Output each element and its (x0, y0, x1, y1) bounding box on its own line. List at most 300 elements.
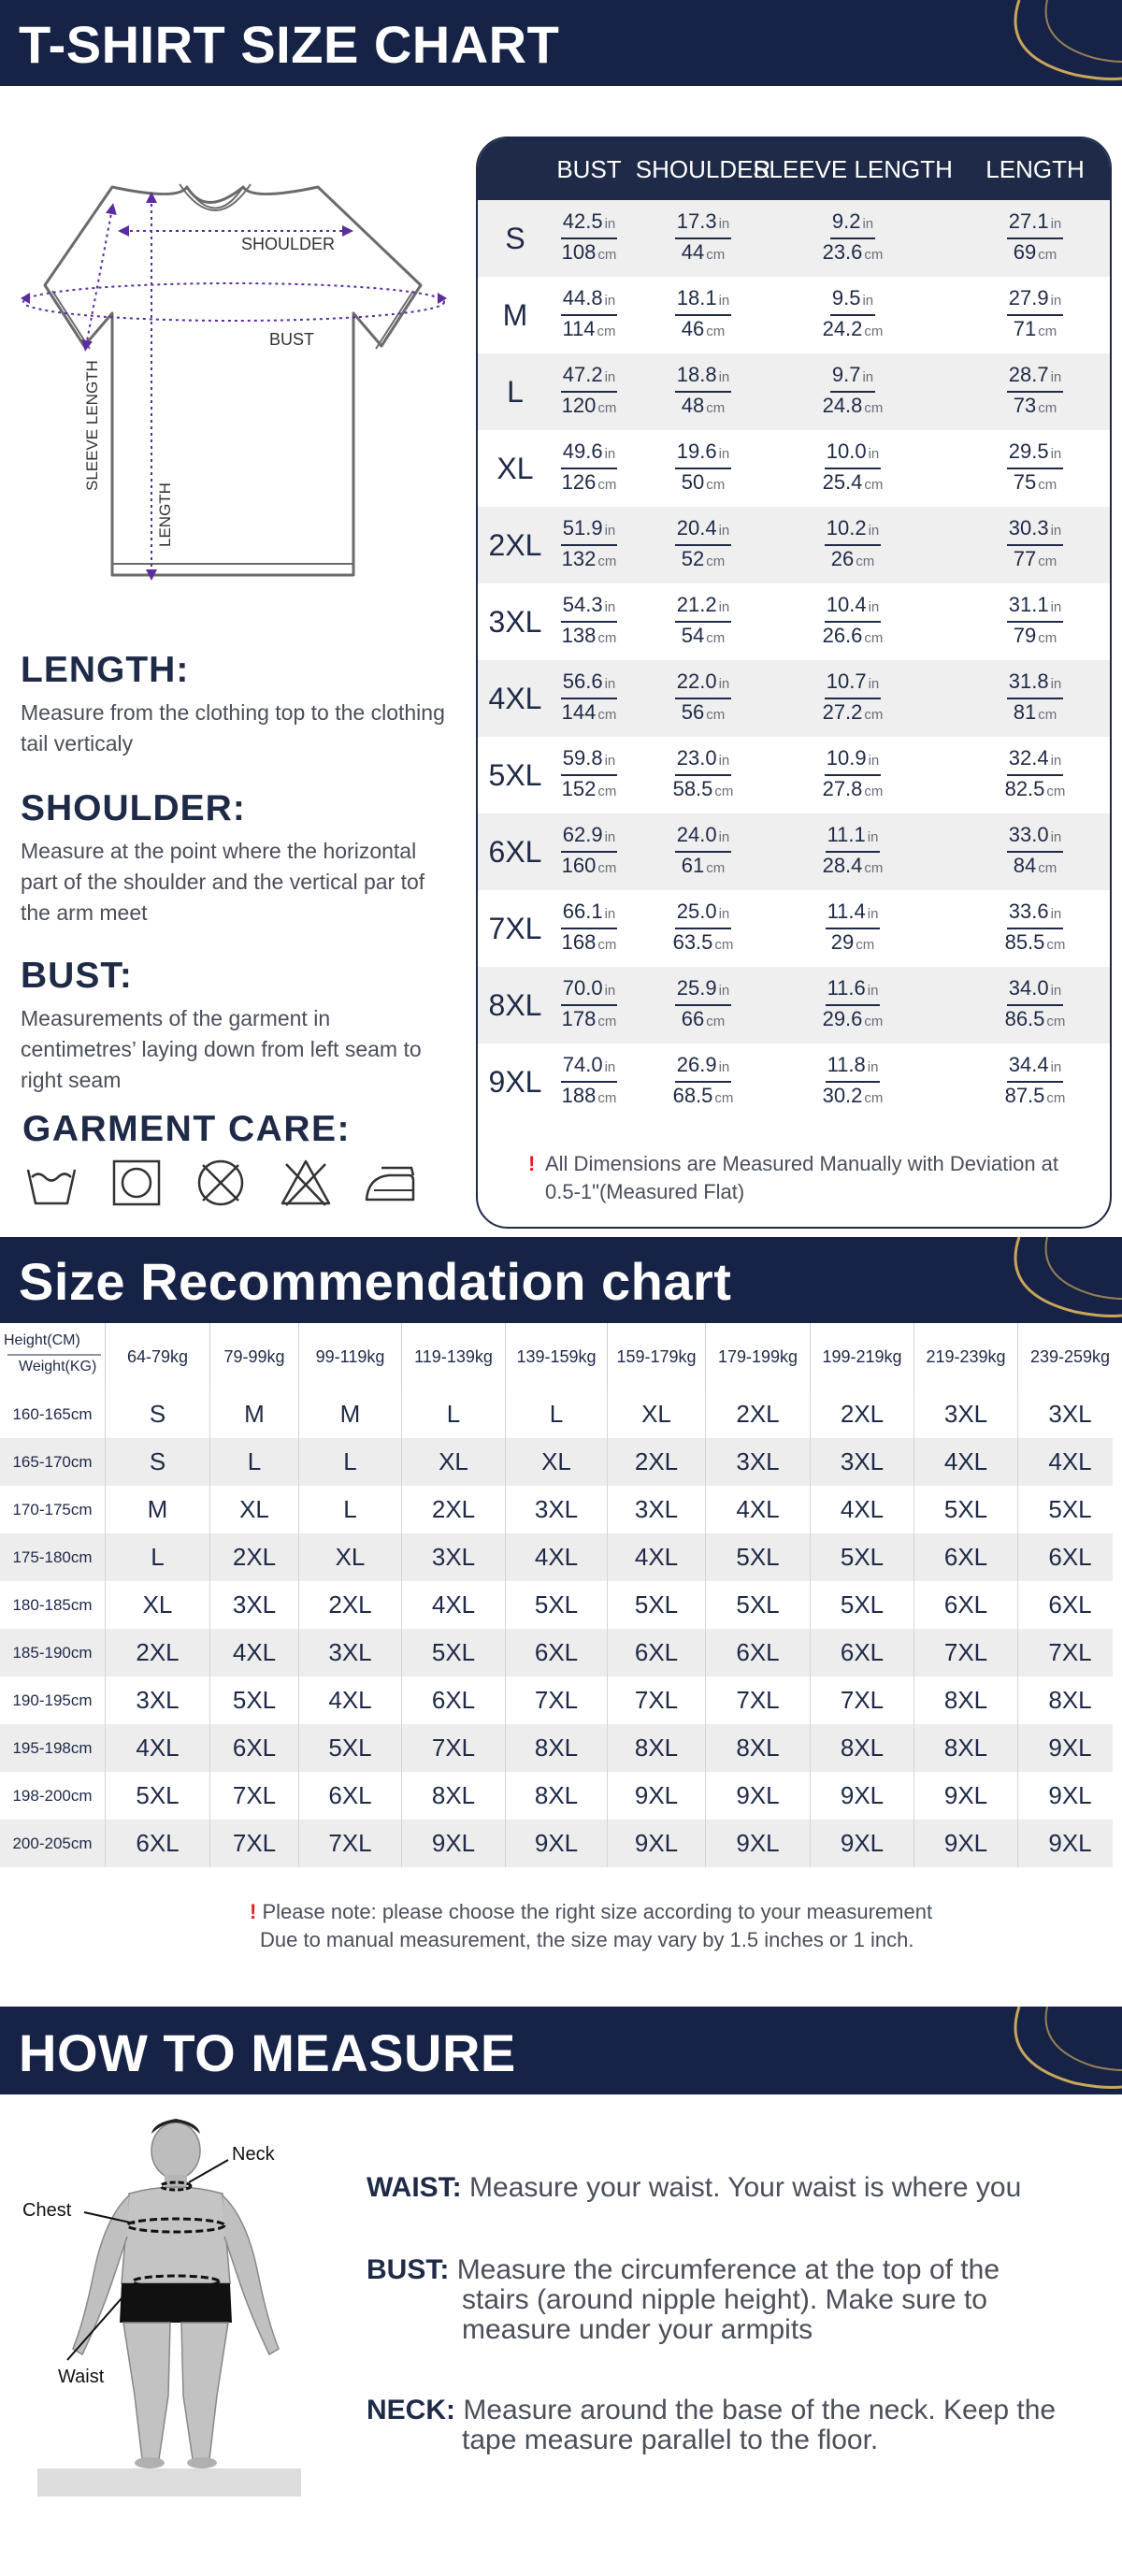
recommended-size-cell: 4XL (401, 1581, 505, 1629)
recommended-size-cell: 7XL (209, 1772, 298, 1820)
iron-icon (363, 1157, 417, 1209)
unit-cm: cm (706, 247, 726, 263)
recommended-size-cell: M (209, 1390, 298, 1438)
unit-cm: cm (864, 784, 884, 799)
length-inches: 27.1 (1008, 209, 1049, 233)
neck-instruction-text: Measure around the base of the neck. Keep the (463, 2395, 1057, 2425)
height-cell: 175-180cm (12, 1548, 93, 1566)
bust-cm: 178 (561, 1007, 597, 1030)
length-cell (979, 669, 1091, 727)
recommendation-row (0, 1772, 1113, 1820)
unit-cm: cm (597, 937, 617, 953)
size-row (478, 430, 1112, 507)
shoulder-text: Measure at the point where the horizontal part of the shoulder and the vertical par tof the arm meet (21, 839, 425, 925)
recommended-size-cell: 4XL (607, 1533, 705, 1581)
unit-in: in (1050, 523, 1062, 539)
weight-header: 219-239kg (913, 1323, 1017, 1390)
banner-title: HOW TO MEASURE (19, 2023, 516, 2082)
shoulder-inches: 20.4 (676, 516, 717, 540)
body-measure-figure (19, 2115, 327, 2508)
size-row (478, 583, 1112, 660)
unit-cm: cm (706, 630, 726, 646)
recommended-size-cell: 5XL (401, 1629, 505, 1677)
shoulder-cell (647, 976, 759, 1034)
unit-cm: cm (864, 1090, 884, 1106)
recommended-size-cell: L (298, 1486, 401, 1533)
unit-cm: cm (1038, 247, 1057, 263)
size-row (478, 890, 1112, 967)
unit-in: in (604, 446, 616, 462)
recommended-size-cell: L (298, 1438, 401, 1486)
bust-cell (533, 746, 645, 804)
bust-label: BUST (269, 330, 315, 349)
unit-cm: cm (856, 554, 875, 569)
recommended-size-cell: 8XL (913, 1724, 1017, 1772)
unit-cm: cm (864, 860, 884, 876)
bust-inches: 54.3 (562, 593, 603, 616)
length-cell (979, 823, 1091, 881)
recommended-size-cell: XL (105, 1581, 209, 1629)
banner-title: T-SHIRT SIZE CHART (19, 15, 560, 74)
sleeve-cm: 26 (830, 547, 855, 570)
recommended-size-cell: 7XL (1017, 1629, 1122, 1677)
size-row (478, 1043, 1112, 1120)
recommended-size-cell: 4XL (105, 1724, 209, 1772)
recommendation-row (0, 1533, 1113, 1581)
gold-swirl-icon (982, 2007, 1122, 2094)
sleeve-cm: 24.2 (822, 317, 863, 340)
unit-cm: cm (597, 784, 617, 799)
recommended-size-cell: 9XL (1017, 1820, 1122, 1867)
unit-in: in (718, 369, 730, 385)
bust-heading: BUST: (21, 956, 133, 996)
recommended-size-cell: 4XL (298, 1677, 401, 1724)
unit-cm: cm (864, 630, 884, 646)
shoulder-cell (647, 286, 759, 344)
size-label: 9XL (488, 1065, 542, 1099)
length-inches: 34.4 (1008, 1053, 1049, 1076)
recommended-size-cell: 6XL (105, 1820, 209, 1867)
recommended-size-cell: XL (209, 1486, 298, 1533)
unit-cm: cm (1038, 400, 1057, 416)
unit-in: in (1050, 676, 1062, 692)
unit-cm: cm (1038, 860, 1057, 876)
unit-in: in (604, 599, 616, 615)
unit-cm: cm (706, 554, 726, 569)
unit-cm: cm (597, 1090, 617, 1106)
unit-in: in (718, 523, 730, 539)
recommended-size-cell: 4XL (1017, 1438, 1122, 1486)
weight-header: 79-99kg (209, 1323, 298, 1390)
length-cm: 81 (1013, 700, 1037, 724)
recommended-size-cell: 5XL (913, 1486, 1017, 1533)
unit-cm: cm (706, 324, 726, 339)
recommended-size-cell: 5XL (607, 1581, 705, 1629)
recommended-size-cell: 3XL (810, 1438, 913, 1486)
sleeve-inches: 11.6 (827, 976, 866, 1000)
size-row (478, 737, 1112, 813)
recommended-size-cell: 2XL (810, 1390, 913, 1438)
length-cell (979, 286, 1091, 344)
recommended-size-cell: 8XL (810, 1724, 913, 1772)
bust-inches: 66.1 (562, 899, 603, 923)
do-not-bleach-icon (279, 1157, 333, 1209)
sleeve-cell (797, 1053, 909, 1111)
unit-in: in (718, 1059, 730, 1075)
unit-in: in (868, 523, 880, 539)
recommended-size-cell: 9XL (705, 1772, 810, 1820)
size-chart-note-text: All Dimensions are Measured Manually with Deviation at 0.5-1"(Measured Flat) (545, 1152, 1059, 1203)
recommended-size-cell: 5XL (298, 1724, 401, 1772)
length-inches: 33.6 (1008, 899, 1049, 923)
length-cell (979, 899, 1091, 957)
shoulder-cm: 46 (681, 317, 705, 340)
shoulder-cell (647, 363, 759, 421)
recommended-size-cell: 8XL (1017, 1677, 1122, 1724)
recommended-size-cell: XL (298, 1533, 401, 1581)
sleeve-cell (797, 746, 909, 804)
recommended-size-cell: 4XL (705, 1486, 810, 1533)
shoulder-definition (21, 790, 446, 928)
bust-cm: 138 (561, 624, 597, 647)
unit-cm: cm (706, 477, 726, 493)
recommended-size-cell: M (298, 1390, 401, 1438)
shoulder-cm: 66 (681, 1007, 705, 1030)
size-label: 5XL (488, 758, 542, 792)
size-label: S (505, 222, 525, 255)
unit-cm: cm (864, 1014, 884, 1029)
recommended-size-cell: 7XL (607, 1677, 705, 1724)
recommended-size-cell: 3XL (607, 1486, 705, 1533)
recommended-size-cell: 6XL (401, 1677, 505, 1724)
unit-cm: cm (1038, 630, 1057, 646)
bust-cell (533, 1053, 645, 1111)
length-text: Measure from the clothing top to the clothing tail verticaly (21, 700, 445, 756)
shoulder-cm: 52 (681, 547, 705, 570)
unit-cm: cm (597, 1014, 617, 1029)
bust-inches: 74.0 (562, 1053, 603, 1076)
weight-header: 139-159kg (505, 1323, 607, 1390)
recommended-size-cell: 3XL (209, 1581, 298, 1629)
weight-header: 119-139kg (401, 1323, 505, 1390)
unit-in: in (868, 446, 880, 462)
recommended-size-cell: 2XL (401, 1486, 505, 1533)
bust-inches: 44.8 (562, 286, 603, 309)
neck-instruction-cont1: tape measure parallel to the floor. (462, 2425, 879, 2455)
sleeve-cell (797, 899, 909, 957)
shoulder-cell (647, 209, 759, 267)
unit-in: in (604, 216, 616, 232)
bust-cm: 168 (561, 930, 597, 954)
recommendation-row (0, 1390, 1113, 1438)
unit-in: in (718, 293, 730, 309)
unit-in: in (604, 829, 616, 845)
banner-title: Size Recommendation chart (19, 1252, 732, 1311)
recommended-size-cell: 6XL (298, 1772, 401, 1820)
unit-in: in (1050, 599, 1062, 615)
unit-cm: cm (1046, 784, 1066, 799)
recommendation-note-line2: Due to manual measurement, the size may vary by 1.5 inches or 1 inch. (260, 1928, 914, 1951)
wash-tub-icon (24, 1157, 79, 1209)
bust-cm: 144 (561, 700, 597, 724)
sleeve-cell (797, 209, 909, 267)
shoulder-cell (647, 746, 759, 804)
unit-cm: cm (864, 324, 884, 339)
bust-cm: 120 (561, 394, 597, 417)
recommended-size-cell: 6XL (505, 1629, 607, 1677)
bust-cm: 188 (561, 1084, 597, 1107)
unit-in: in (867, 983, 879, 999)
shoulder-inches: 18.1 (676, 286, 717, 309)
bust-cm: 114 (562, 317, 596, 340)
recommended-size-cell: 4XL (209, 1629, 298, 1677)
sleeve-inches: 11.8 (827, 1053, 866, 1076)
unit-cm: cm (597, 477, 617, 493)
height-cell: 170-175cm (12, 1501, 93, 1518)
how-to-measure-banner (0, 2007, 1122, 2094)
sleeve-inches: 10.4 (826, 593, 867, 616)
recommended-size-cell: 6XL (1017, 1581, 1122, 1629)
recommended-size-cell: 9XL (810, 1820, 913, 1867)
recommended-size-cell: 9XL (505, 1820, 607, 1867)
height-weight-corner (0, 1323, 105, 1390)
recommendation-row (0, 1486, 1113, 1533)
height-cell: 185-190cm (12, 1644, 93, 1662)
bust-cell (533, 823, 645, 881)
length-cm: 87.5 (1004, 1084, 1045, 1107)
bust-definition (21, 957, 446, 1096)
recommended-size-cell: L (209, 1438, 298, 1486)
bust-cell (533, 593, 645, 651)
sleeve-inches: 10.0 (826, 439, 867, 463)
length-cm: 82.5 (1004, 777, 1045, 800)
bust-cm: 108 (561, 240, 597, 264)
bust-instruction-cont1: stairs (around nipple height). Make sure to (462, 2284, 987, 2315)
chest-label: Chest (22, 2200, 72, 2221)
sleeve-cm: 30.2 (822, 1084, 863, 1107)
length-cm: 71 (1013, 317, 1037, 340)
recommended-size-cell: 3XL (401, 1533, 505, 1581)
unit-in: in (1050, 906, 1062, 922)
unit-cm: cm (714, 1090, 734, 1106)
shoulder-inches: 21.2 (676, 593, 717, 616)
unit-in: in (1050, 829, 1062, 845)
size-label: 3XL (488, 605, 542, 639)
recommended-size-cell: 6XL (705, 1629, 810, 1677)
recommended-size-cell: 5XL (810, 1581, 913, 1629)
size-label: 4XL (488, 682, 542, 715)
length-inches: 31.8 (1008, 669, 1049, 693)
warning-icon: ! (250, 1900, 263, 1923)
recommended-size-cell: 3XL (105, 1677, 209, 1724)
bust-inches: 51.9 (562, 516, 603, 540)
sleeve-cm: 29 (830, 930, 855, 954)
recommended-size-cell: 9XL (1017, 1724, 1122, 1772)
recommended-size-cell: 5XL (209, 1677, 298, 1724)
unit-in: in (718, 753, 730, 769)
length-cell (979, 439, 1091, 497)
unit-in: in (604, 523, 616, 539)
shoulder-heading: SHOULDER: (21, 788, 246, 828)
shoulder-inches: 18.8 (676, 363, 717, 386)
weight-header: 179-199kg (705, 1323, 810, 1390)
recommended-size-cell: XL (401, 1438, 505, 1486)
unit-in: in (718, 446, 730, 462)
unit-in: in (1050, 753, 1062, 769)
recommended-size-cell: L (505, 1390, 607, 1438)
shoulder-cm: 50 (681, 470, 705, 494)
size-label: 6XL (488, 835, 542, 869)
recommended-size-cell: 9XL (913, 1772, 1017, 1820)
bust-text: Measurements of the garment in centimetres’ laying down from left seam to right seam (21, 1006, 422, 1092)
shoulder-inches: 25.0 (676, 899, 717, 923)
unit-cm: cm (1038, 324, 1057, 339)
recommendation-row (0, 1581, 1113, 1629)
length-cell (979, 593, 1091, 651)
unit-cm: cm (706, 707, 726, 723)
recommendation-row (0, 1438, 1113, 1486)
unit-in: in (604, 293, 616, 309)
bust-cm: 132 (561, 547, 597, 570)
bust-cell (533, 669, 645, 727)
size-label: XL (496, 452, 534, 485)
shoulder-cm: 54 (681, 624, 705, 647)
sleeve-cell (797, 363, 909, 421)
unit-cm: cm (1038, 477, 1057, 493)
unit-cm: cm (714, 784, 734, 799)
recommended-size-cell: 5XL (705, 1533, 810, 1581)
waist-label: Waist (58, 2367, 105, 2387)
bust-instruction (367, 2255, 1105, 2345)
unit-in: in (604, 753, 616, 769)
unit-in: in (604, 676, 616, 692)
unit-in: in (862, 369, 874, 385)
size-chart-banner (0, 0, 1122, 86)
length-inches: 32.4 (1008, 746, 1049, 770)
unit-in: in (718, 676, 730, 692)
sleeve-cell (797, 286, 909, 344)
length-definition (21, 652, 446, 759)
sleeve-inches: 11.4 (827, 899, 866, 923)
size-row (478, 507, 1112, 583)
unit-in: in (718, 983, 730, 999)
size-row (478, 813, 1112, 890)
unit-cm: cm (864, 707, 884, 723)
bust-cell (533, 286, 645, 344)
unit-cm: cm (1046, 1014, 1066, 1029)
bust-cell (533, 209, 645, 267)
unit-in: in (718, 906, 730, 922)
sleeve-cm: 25.4 (822, 470, 863, 494)
unit-cm: cm (714, 937, 734, 953)
recommendation-row (0, 1724, 1113, 1772)
recommended-size-cell: M (105, 1486, 209, 1533)
sleeve-cm: 23.6 (822, 240, 863, 264)
unit-in: in (604, 906, 616, 922)
shoulder-cell (647, 899, 759, 957)
unit-cm: cm (597, 707, 617, 723)
height-label: Height(CM) (4, 1332, 80, 1348)
recommended-size-cell: 8XL (607, 1724, 705, 1772)
sleeve-cm: 27.2 (822, 700, 863, 724)
unit-cm: cm (597, 630, 617, 646)
unit-in: in (1050, 983, 1062, 999)
sleeve-inches: 9.5 (831, 286, 861, 309)
unit-cm: cm (1046, 1090, 1066, 1106)
recommended-size-cell: 4XL (505, 1533, 607, 1581)
unit-in: in (1050, 369, 1062, 385)
bust-inches: 56.6 (562, 669, 603, 693)
weight-label: Weight(KG) (19, 1359, 97, 1374)
recommended-size-cell: 7XL (705, 1677, 810, 1724)
unit-in: in (867, 829, 879, 845)
recommendation-row (0, 1820, 1113, 1867)
shoulder-cm: 68.5 (672, 1084, 713, 1107)
weight-header: 239-259kg (1017, 1323, 1122, 1390)
unit-cm: cm (1046, 937, 1066, 953)
sleeve-cm: 29.6 (822, 1007, 863, 1030)
shoulder-inches: 19.6 (676, 439, 717, 463)
recommended-size-cell: 5XL (1017, 1486, 1122, 1533)
shoulder-inches: 17.3 (676, 209, 717, 233)
size-row (478, 353, 1112, 430)
sleeve-cm: 27.8 (822, 777, 863, 800)
recommended-size-cell: 7XL (505, 1677, 607, 1724)
recommended-size-cell: XL (505, 1438, 607, 1486)
height-cell: 180-185cm (12, 1596, 93, 1614)
unit-cm: cm (864, 477, 884, 493)
unit-in: in (1050, 293, 1062, 309)
bust-cell (533, 976, 645, 1034)
unit-cm: cm (597, 400, 617, 416)
recommended-size-cell: 8XL (705, 1724, 810, 1772)
unit-in: in (604, 1059, 616, 1075)
recommended-size-cell: 6XL (913, 1533, 1017, 1581)
bust-inches: 59.8 (562, 746, 603, 770)
weight-header: 99-119kg (298, 1323, 401, 1390)
unit-in: in (868, 676, 880, 692)
bust-instruction-cont2: measure under your armpits (462, 2314, 813, 2345)
shoulder-cm: 58.5 (672, 777, 713, 800)
length-cell (979, 209, 1091, 267)
shoulder-inches: 22.0 (676, 669, 717, 693)
length-cm: 85.5 (1004, 930, 1045, 954)
height-cell: 165-170cm (12, 1453, 93, 1471)
recommended-size-cell: 5XL (810, 1533, 913, 1581)
height-cell: 198-200cm (12, 1787, 93, 1805)
recommended-size-cell: S (105, 1438, 209, 1486)
recommended-size-cell: 8XL (913, 1677, 1017, 1724)
bust-cell (533, 899, 645, 957)
unit-in: in (718, 216, 730, 232)
gold-swirl-icon (982, 1237, 1122, 1323)
unit-in: in (867, 906, 879, 922)
sleeve-length-label: SLEEVE LENGTH (83, 360, 101, 491)
sleeve-inches: 10.2 (826, 516, 867, 540)
recommended-size-cell: 8XL (505, 1772, 607, 1820)
height-cell: 160-165cm (12, 1405, 93, 1423)
recommended-size-cell: 5XL (105, 1772, 209, 1820)
sleeve-cell (797, 823, 909, 881)
unit-in: in (718, 829, 730, 845)
shoulder-cm: 63.5 (672, 930, 713, 954)
size-row (478, 277, 1112, 353)
recommended-size-cell: 8XL (401, 1772, 505, 1820)
unit-cm: cm (597, 247, 617, 263)
bust-inches: 62.9 (562, 823, 603, 846)
unit-cm: cm (864, 400, 884, 416)
do-not-dry-clean-icon (194, 1157, 248, 1209)
